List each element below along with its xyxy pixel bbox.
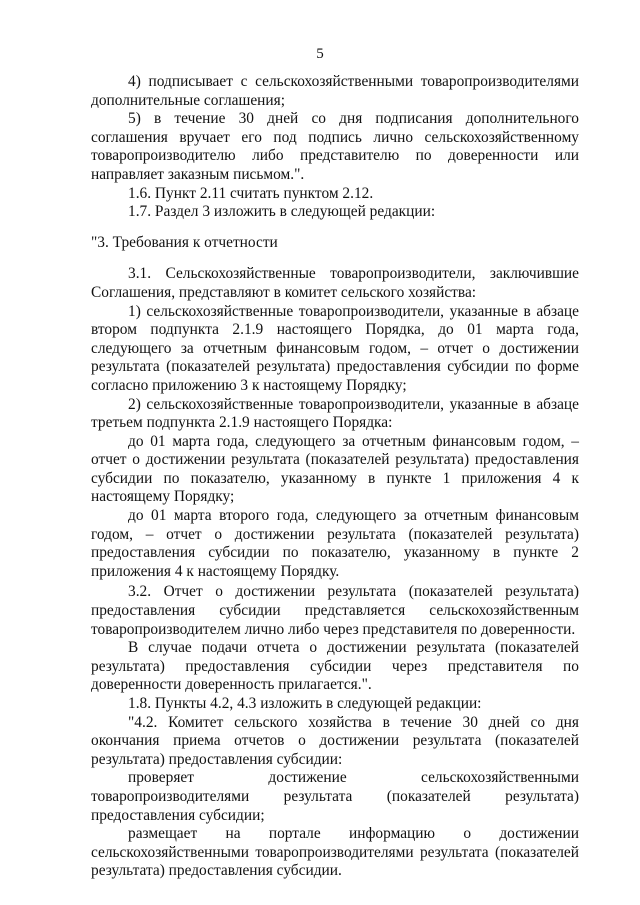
paragraph: "4.2. Комитет сельского хозяйства в течение 30 дней со дня окончания приема отчетов о достижении результата (показателей результата) предоставления субсидии: <box>91 713 579 768</box>
paragraph: 1) сельскохозяйственные товаропроизводители, указанные в абзаце втором подпункта 2.1.9 настоящего Порядка, до 01 марта года, следующего за отчетным финансовым годом, – отчет о достижении результата (показателей результата) предоставления субсидии по форме согласно приложению 3 к настоящему Порядку; <box>91 302 579 394</box>
paragraph: до 01 марта второго года, следующего за отчетным финансовым годом, – отчет о достижении результата (показателей результата) предоставления субсидии по показателю, указанному в пункте 2 приложения 4 к настоящему Порядку. <box>91 507 579 580</box>
section-heading: "3. Требования к отчетности <box>91 233 278 251</box>
paragraph: 3.1. Сельскохозяйственные товаропроизводители, заключившие Соглашения, представляют в комитет сельского хозяйства: <box>91 265 579 301</box>
paragraph: 1.7. Раздел 3 изложить в следующей редакции: <box>128 203 436 221</box>
paragraph: 3.2. Отчет о достижении результата (показателей результата) предоставления субсидии представляется сельскохозяйственным товаропроизводителем лично либо через представителя по доверенности. <box>91 583 579 638</box>
paragraph: размещает на портале информацию о достижении сельскохозяйственными товаропроизводителями результата (показателей результата) предоставления субсидии. <box>91 825 579 880</box>
paragraph: до 01 марта года, следующего за отчетным финансовым годом, – отчет о достижении результата (показателей результата) предоставления субсидии по показателю, указанному в пункте 1 приложения 4 к настоящему Порядку; <box>91 432 579 506</box>
paragraph: 4) подписывает с сельскохозяйственными товаропроизводителями дополнительные соглашения; <box>91 73 579 109</box>
paragraph: 1.8. Пункты 4.2, 4.3 изложить в следующей редакции: <box>128 695 482 712</box>
document-body <box>91 73 579 881</box>
paragraph: В случае подачи отчета о достижении результата (показателей результата) предоставления субсидии через представителя по доверенности доверенность прилагается.". <box>91 639 579 694</box>
paragraph: 1.6. Пункт 2.11 считать пунктом 2.12. <box>128 184 374 202</box>
page-number: 5 <box>316 46 324 62</box>
paragraph: 5) в течение 30 дней со дня подписания дополнительного соглашения вручает его под подпись лично сельскохозяйственному товаропроизводителю либо представителю по доверенности или направляет заказным письмом.". <box>91 110 579 183</box>
paragraph: проверяет достижение сельскохозяйственными товаропроизводителями результата (показателей результата) предоставления субсидии; <box>91 769 579 824</box>
paragraph: 2) сельскохозяйственные товаропроизводители, указанные в абзаце третьем подпункта 2.1.9 настоящего Порядка: <box>91 395 579 432</box>
